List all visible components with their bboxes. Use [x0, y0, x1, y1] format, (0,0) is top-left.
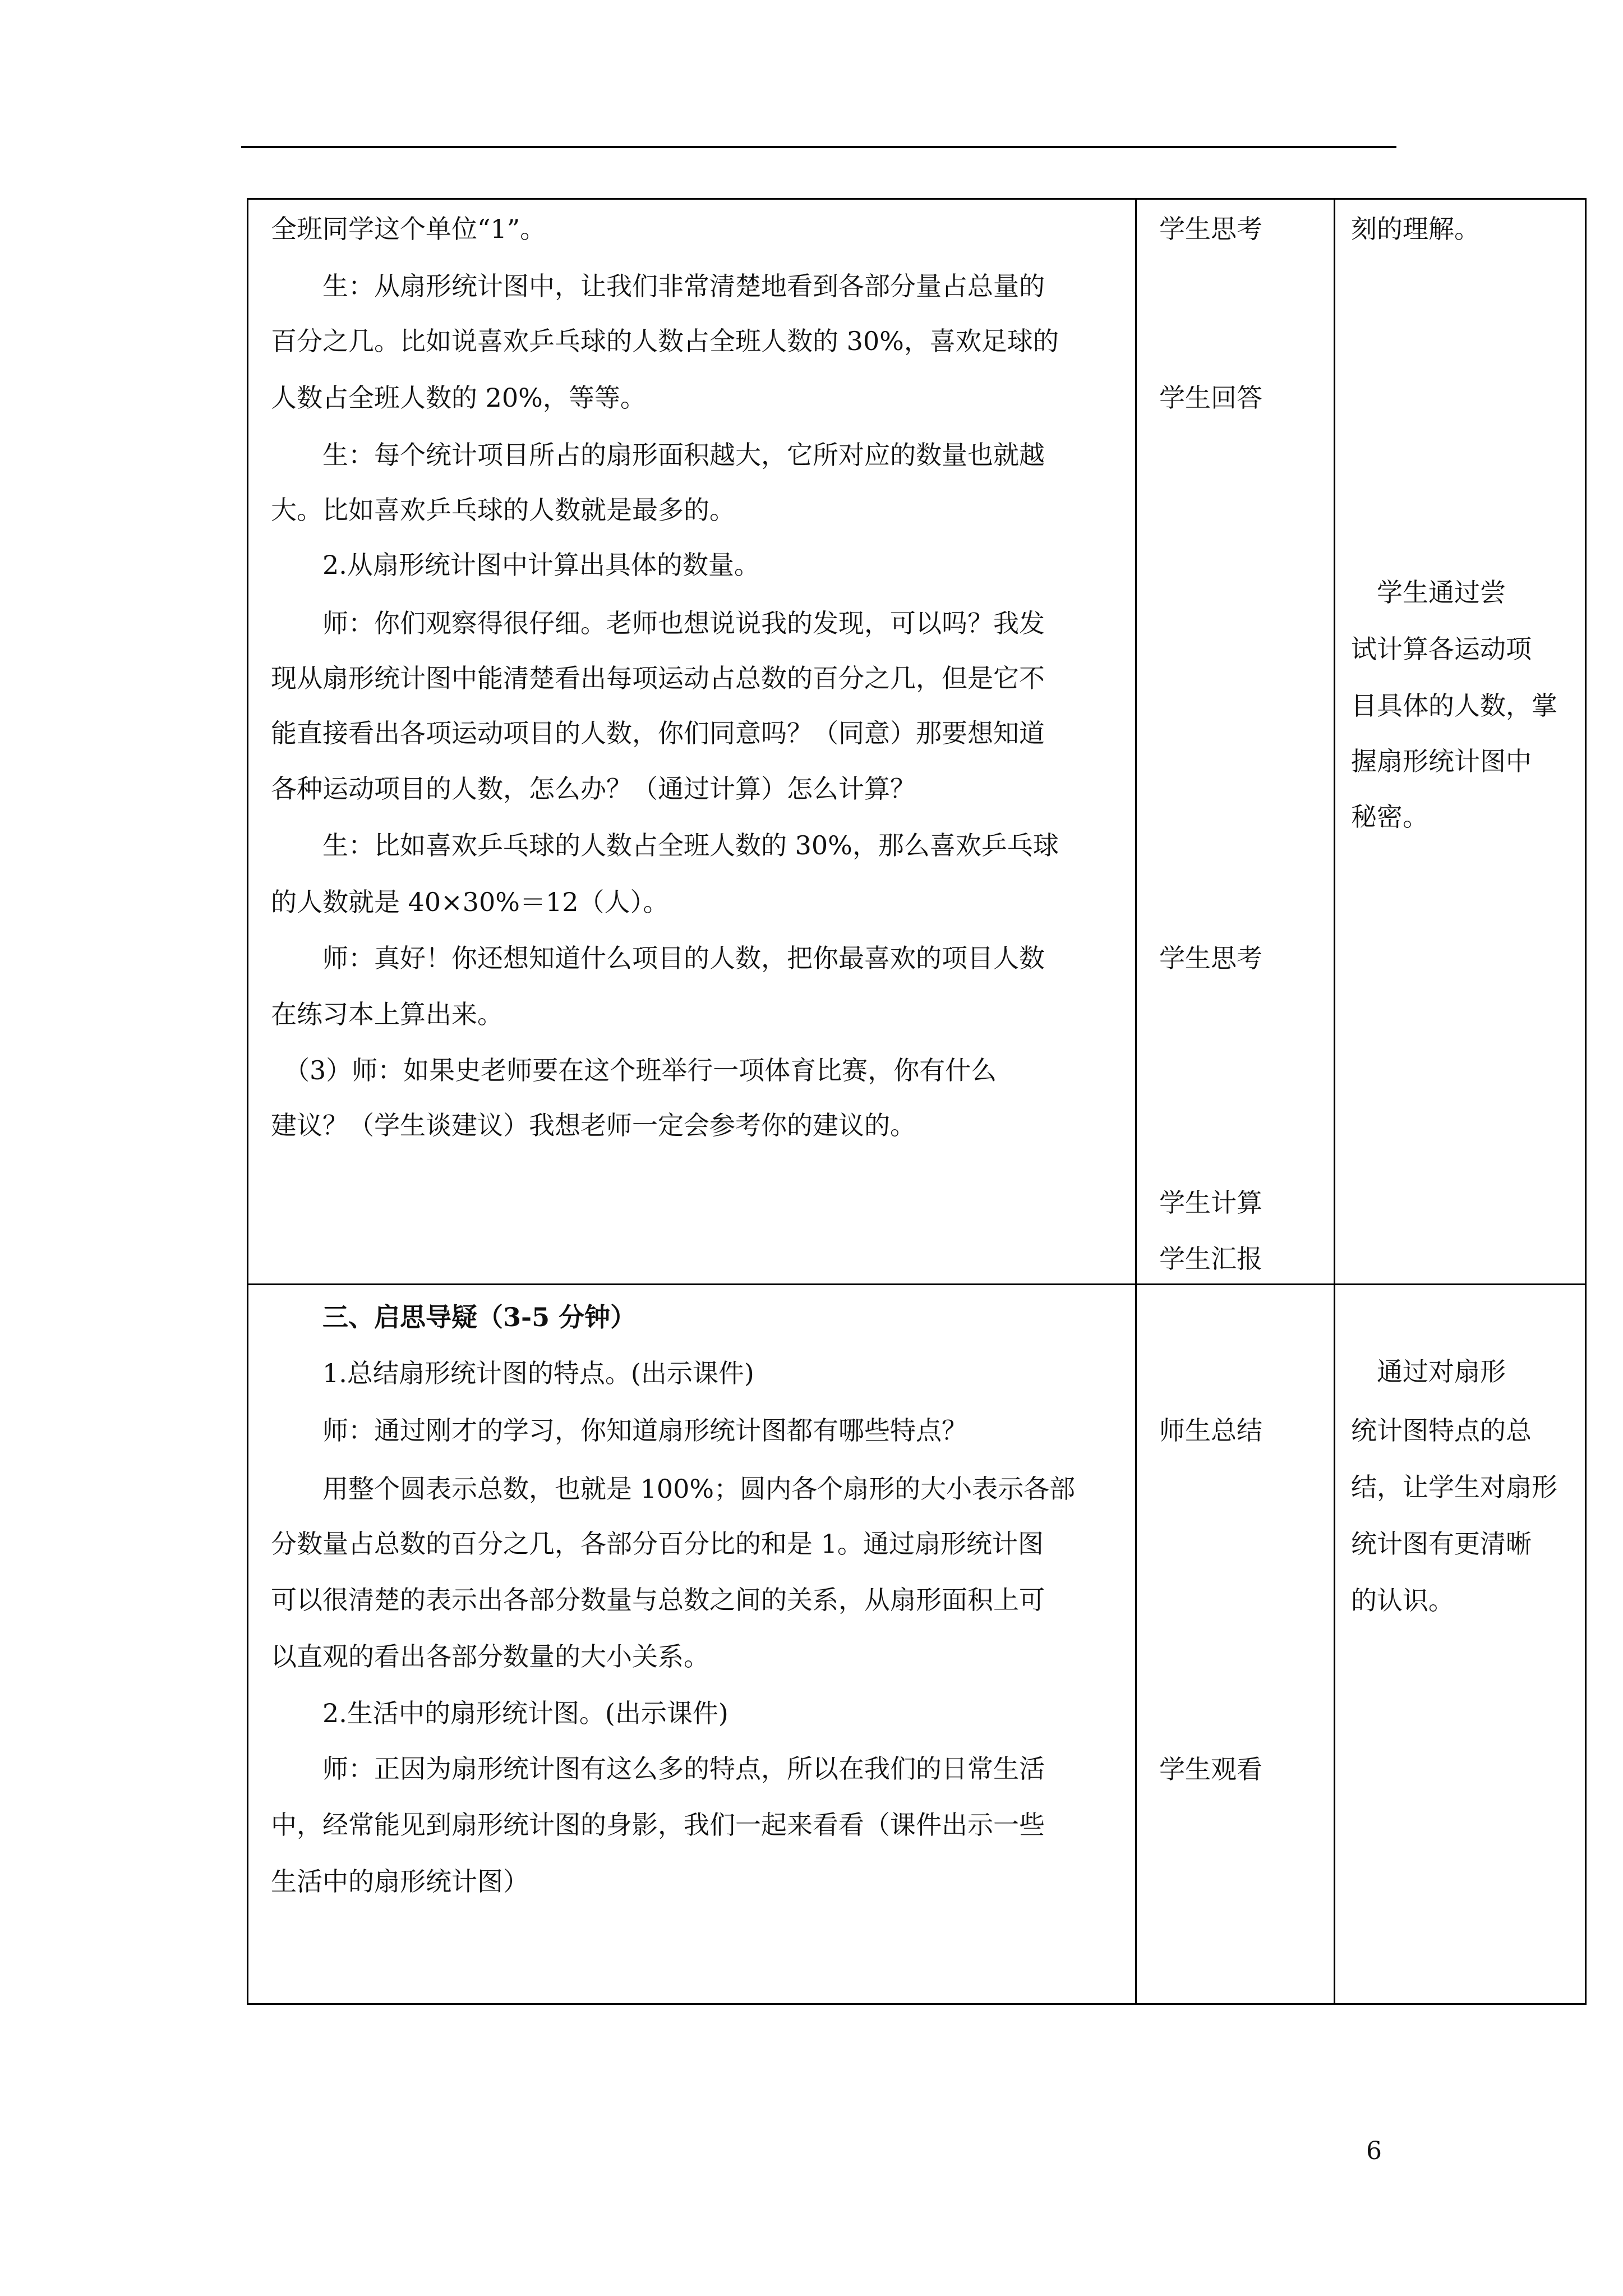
- design-intent-line: 统计图有更清晰: [1351, 1529, 1532, 1559]
- text-line: 生：每个统计项目所占的扇形面积越大，它所对应的数量也就越: [271, 440, 1045, 470]
- text-line: 全班同学这个单位“1”。: [271, 214, 546, 244]
- design-intent-line: 握扇形统计图中: [1351, 746, 1532, 776]
- text-line: 2.生活中的扇形统计图。(出示课件): [271, 1698, 728, 1728]
- section-heading: 三、启思导疑（3-5 分钟）: [271, 1302, 637, 1332]
- design-intent-cell: [1335, 199, 1586, 1285]
- text-line: 用整个圆表示总数，也就是 100%；圆内各个扇形的大小表示各部: [271, 1474, 1076, 1504]
- text-line: 中，经常能见到扇形统计图的身影，我们一起来看看（课件出示一些: [271, 1810, 1045, 1840]
- design-intent-line: 学生通过尝: [1351, 577, 1506, 608]
- student-activity-label: 学生计算: [1159, 1188, 1262, 1218]
- student-activity-cell: [1136, 199, 1335, 1285]
- design-intent-line: 试计算各运动项: [1351, 634, 1532, 664]
- table-row: [248, 199, 1586, 1285]
- text-line: 生：从扇形统计图中，让我们非常清楚地看到各部分量占总量的: [271, 271, 1045, 301]
- teaching-process-cell: [248, 1285, 1136, 2004]
- text-line: 人数占全班人数的 20%，等等。: [271, 383, 646, 413]
- text-line: 1.总结扇形统计图的特点。(出示课件): [271, 1358, 754, 1388]
- design-intent-line: 通过对扇形: [1351, 1356, 1506, 1387]
- teaching-process-cell: [248, 199, 1136, 1285]
- design-intent-line: 目具体的人数，掌: [1351, 691, 1557, 721]
- text-line: 生活中的扇形统计图）: [271, 1866, 529, 1897]
- text-line: 建议？（学生谈建议）我想老师一定会参考你的建议的。: [271, 1110, 916, 1140]
- text-line: 可以很清楚的表示出各部分数量与总数之间的关系，从扇形面积上可: [271, 1585, 1045, 1615]
- student-activity-label: 学生思考: [1159, 943, 1262, 973]
- lesson-plan-table: [247, 198, 1587, 2005]
- text-line: 各种运动项目的人数，怎么办？（通过计算）怎么计算？: [271, 774, 916, 804]
- header-rule: [241, 146, 1396, 148]
- design-intent-line: 的认识。: [1351, 1585, 1454, 1616]
- text-line: 现从扇形统计图中能清楚看出每项运动占总数的百分之几，但是它不: [271, 663, 1045, 693]
- text-line: 分数量占总数的百分之几，各部分百分比的和是 1。通过扇形统计图: [271, 1529, 1044, 1559]
- student-activity-label: 学生汇报: [1159, 1244, 1262, 1274]
- page-number: 6: [1366, 2137, 1382, 2165]
- text-line: 在练习本上算出来。: [271, 999, 503, 1029]
- design-intent-cell: [1335, 1285, 1586, 2004]
- text-line: 以直观的看出各部分数量的大小关系。: [271, 1641, 709, 1672]
- text-line: 师：真好！你还想知道什么项目的人数，把你最喜欢的项目人数: [271, 943, 1045, 973]
- text-line: 百分之几。比如说喜欢乒乓球的人数占全班人数的 30%，喜欢足球的: [271, 326, 1059, 356]
- text-line: 大。比如喜欢乒乓球的人数就是最多的。: [271, 495, 735, 525]
- text-line: 师：正因为扇形统计图有这么多的特点，所以在我们的日常生活: [271, 1754, 1045, 1784]
- design-intent-line: 刻的理解。: [1351, 214, 1480, 244]
- student-activity-cell: [1136, 1285, 1335, 2004]
- student-activity-label: 学生回答: [1159, 383, 1262, 413]
- text-line: 师：你们观察得很仔细。老师也想说说我的发现，可以吗？我发: [271, 608, 1045, 638]
- design-intent-line: 结，让学生对扇形: [1351, 1472, 1557, 1502]
- text-line: 的人数就是 40×30%＝12（人）。: [271, 887, 669, 917]
- text-line: 师：通过刚才的学习，你知道扇形统计图都有哪些特点？: [271, 1415, 967, 1446]
- student-activity-label: 学生思考: [1159, 214, 1262, 244]
- text-line: （3）师：如果史老师要在这个班举行一项体育比赛，你有什么: [271, 1055, 997, 1085]
- student-activity-label: 师生总结: [1159, 1415, 1262, 1446]
- design-intent-line: 统计图特点的总: [1351, 1415, 1532, 1446]
- design-intent-line: 秘密。: [1351, 802, 1428, 832]
- student-activity-label: 学生观看: [1159, 1754, 1262, 1784]
- table-row: [248, 1285, 1586, 2004]
- text-line: 生：比如喜欢乒乓球的人数占全班人数的 30%，那么喜欢乒乓球: [271, 830, 1059, 861]
- text-line: 2.从扇形统计图中计算出具体的数量。: [271, 550, 760, 580]
- text-line: 能直接看出各项运动项目的人数，你们同意吗？（同意）那要想知道: [271, 718, 1045, 748]
